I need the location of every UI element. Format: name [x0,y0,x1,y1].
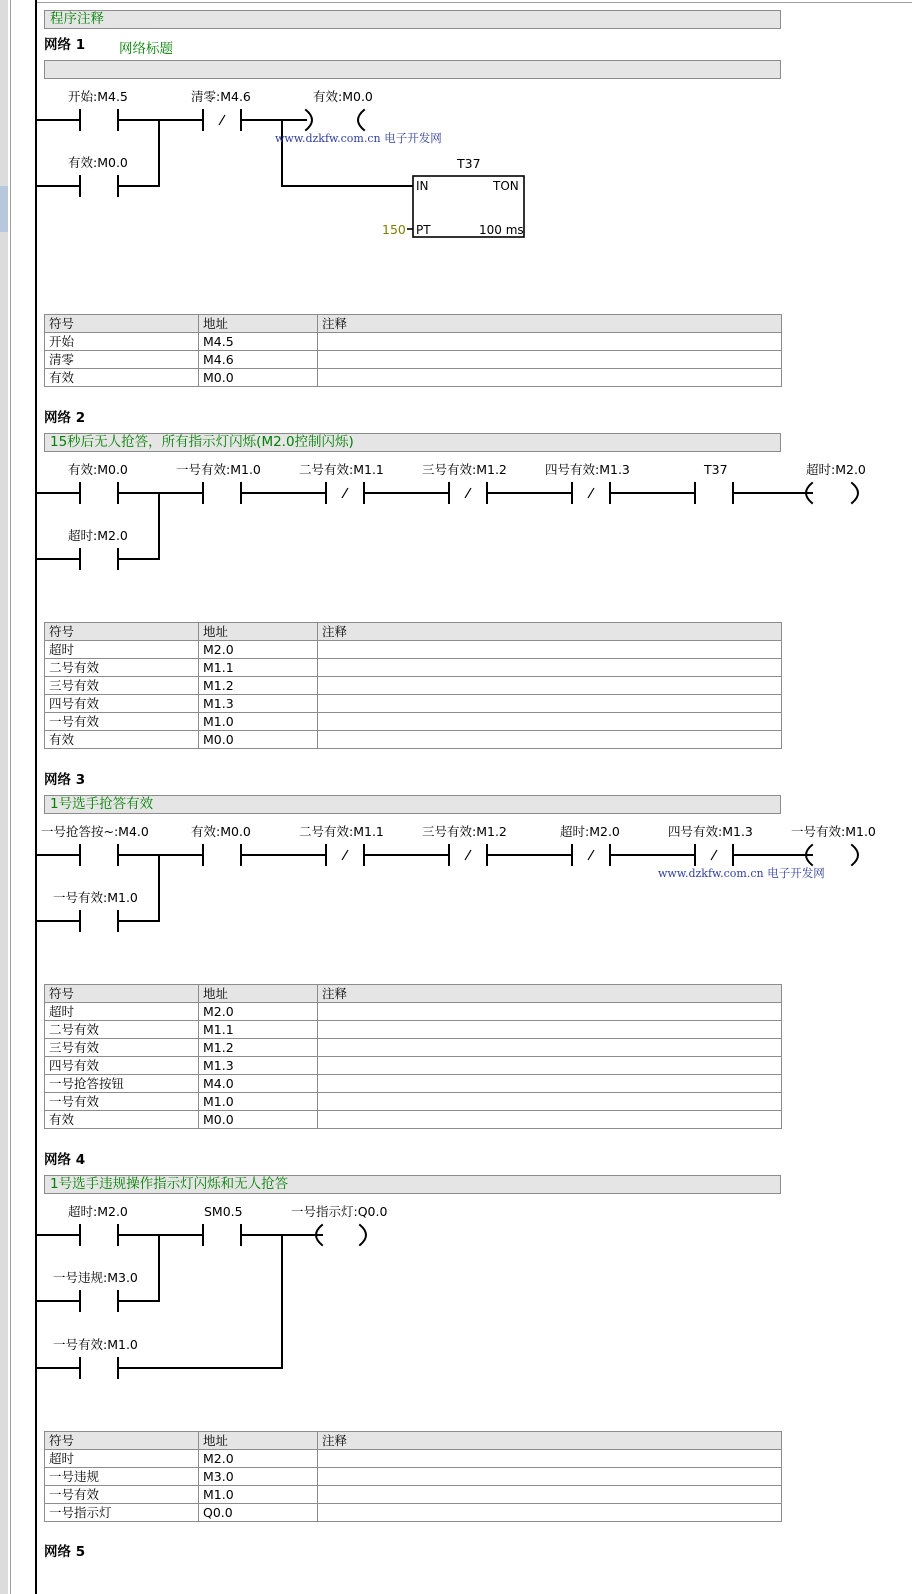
col-comment: 注释 [318,623,782,641]
col-symbol: 符号 [45,623,199,641]
symbol-cell: 一号指示灯 [45,1504,199,1522]
table-row[interactable] [45,1039,782,1057]
table-row[interactable] [45,731,782,749]
symbol-cell: 二号有效 [45,659,199,677]
comment-cell [318,713,782,731]
timer-type: TON [493,179,519,193]
watermark-site: 电子开发网 [767,866,825,880]
comment-cell [318,1021,782,1039]
table-row[interactable] [45,1486,782,1504]
symbol-table-network-3 [44,984,782,1129]
symbol-table-network-4 [44,1431,782,1522]
address-cell: M0.0 [199,731,318,749]
col-comment: 注释 [318,315,782,333]
branch-label: 一号有效:M1.0 [53,1337,138,1352]
table-row[interactable] [45,1450,782,1468]
network-2-comment[interactable]: 15秒后无人抢答，所有指示灯闪烁(M2.0控制闪烁) [44,433,781,452]
watermark [275,131,442,146]
table-row[interactable] [45,1003,782,1021]
symbol-cell: 清零 [45,351,199,369]
contact-label: SM0.5 [204,1204,243,1219]
watermark-site: 电子开发网 [384,131,442,145]
address-cell: M1.0 [199,713,318,731]
comment-cell [318,1039,782,1057]
symbol-cell: 一号有效 [45,713,199,731]
contact-label: 有效:M0.0 [68,462,128,477]
table-row[interactable] [45,1093,782,1111]
coil-label: 一号指示灯:Q0.0 [291,1204,388,1219]
symbol-cell: 一号抢答按钮 [45,1075,199,1093]
timer-in-label: IN [416,179,429,193]
symbol-cell: 四号有效 [45,695,199,713]
network-4-header[interactable]: 网络 4 [44,1152,86,1168]
address-cell: M1.2 [199,1039,318,1057]
contact-label: T37 [704,462,728,477]
network-3-comment[interactable]: 1号选手抢答有效 [44,795,781,814]
branch-label: 一号违规:M3.0 [53,1270,138,1285]
comment-cell [318,1504,782,1522]
address-cell: M1.0 [199,1093,318,1111]
comment-cell [318,695,782,713]
timer-pt-value: 150 [382,222,406,237]
comment-cell [318,1450,782,1468]
comment-cell [318,1075,782,1093]
address-cell: M4.6 [199,351,318,369]
watermark-url: www.dzkfw.com.cn [275,132,381,145]
contact-label: 有效:M0.0 [191,824,251,839]
comment-cell [318,1057,782,1075]
contact-label-clear: 清零:M4.6 [191,89,251,104]
watermark-url: www.dzkfw.com.cn [658,867,764,880]
symbol-cell: 开始 [45,333,199,351]
coil-label-valid: 有效:M0.0 [313,89,373,104]
symbol-cell: 四号有效 [45,1057,199,1075]
table-row[interactable] [45,677,782,695]
table-row[interactable] [45,1057,782,1075]
address-cell: M3.0 [199,1468,318,1486]
contact-label-valid: 有效:M0.0 [68,155,128,170]
comment-cell [318,1486,782,1504]
table-row[interactable] [45,1111,782,1129]
comment-cell [318,351,782,369]
symbol-cell: 三号有效 [45,677,199,695]
address-cell: M1.3 [199,1057,318,1075]
table-row[interactable] [45,1075,782,1093]
comment-cell [318,1111,782,1129]
comment-cell [318,677,782,695]
symbol-cell: 一号违规 [45,1468,199,1486]
symbol-table-network-1 [44,314,782,387]
table-row[interactable] [45,695,782,713]
comment-cell [318,1093,782,1111]
comment-cell [318,333,782,351]
address-cell: M1.0 [199,1486,318,1504]
address-cell: M1.3 [199,695,318,713]
network-5-header[interactable]: 网络 5 [44,1544,86,1560]
comment-cell [318,659,782,677]
table-row[interactable] [45,1504,782,1522]
contact-label-start: 开始:M4.5 [68,89,128,104]
comment-cell [318,1003,782,1021]
symbol-cell: 有效 [45,1111,199,1129]
col-address: 地址 [199,315,318,333]
contact-label: 超时:M2.0 [68,1204,128,1219]
table-row[interactable] [45,351,782,369]
comment-cell [318,731,782,749]
col-address: 地址 [199,623,318,641]
comment-cell [318,641,782,659]
symbol-cell: 一号有效 [45,1093,199,1111]
col-symbol: 符号 [45,1432,199,1450]
symbol-cell: 有效 [45,731,199,749]
network-1-comment[interactable] [44,60,781,79]
contact-label: 二号有效:M1.1 [299,824,384,839]
coil-label: 一号有效:M1.0 [791,824,876,839]
contact-label: 一号有效:M1.0 [176,462,261,477]
address-cell: M1.1 [199,659,318,677]
coil-label: 超时:M2.0 [806,462,866,477]
address-cell: M4.0 [199,1075,318,1093]
contact-label: 四号有效:M1.3 [545,462,630,477]
col-comment: 注释 [318,1432,782,1450]
branch-label: 一号有效:M1.0 [53,890,138,905]
table-row[interactable] [45,641,782,659]
symbol-table-network-2 [44,622,782,749]
comment-cell [318,1468,782,1486]
network-1-header[interactable]: 网络 1 [44,37,86,53]
address-cell: M2.0 [199,1450,318,1468]
address-cell: M0.0 [199,1111,318,1129]
address-cell: M1.1 [199,1021,318,1039]
col-comment: 注释 [318,985,782,1003]
col-symbol: 符号 [45,315,199,333]
address-cell: Q0.0 [199,1504,318,1522]
symbol-cell: 一号有效 [45,1486,199,1504]
table-row[interactable] [45,1468,782,1486]
branch-label: 超时:M2.0 [68,528,128,543]
contact-label: 四号有效:M1.3 [668,824,753,839]
symbol-cell: 超时 [45,1450,199,1468]
network-4-comment[interactable]: 1号选手违规操作指示灯闪烁和无人抢答 [44,1175,781,1194]
address-cell: M0.0 [199,369,318,387]
symbol-cell: 超时 [45,1003,199,1021]
symbol-cell: 有效 [45,369,199,387]
symbol-cell: 超时 [45,641,199,659]
network-3-header[interactable]: 网络 3 [44,772,86,788]
table-row[interactable] [45,369,782,387]
table-row[interactable] [45,659,782,677]
table-row[interactable] [45,713,782,731]
timer-resolution: 100 ms [479,223,524,237]
address-cell: M2.0 [199,641,318,659]
contact-label: 二号有效:M1.1 [299,462,384,477]
table-row[interactable] [45,333,782,351]
address-cell: M4.5 [199,333,318,351]
col-address: 地址 [199,985,318,1003]
address-cell: M2.0 [199,1003,318,1021]
contact-label: 三号有效:M1.2 [422,462,507,477]
watermark [658,866,825,881]
program-comment[interactable]: 程序注释 [44,10,781,29]
col-address: 地址 [199,1432,318,1450]
table-row[interactable] [45,1021,782,1039]
timer-name: T37 [457,156,481,171]
contact-label: 一号抢答按~:M4.0 [41,824,149,839]
comment-cell [318,369,782,387]
network-1-title[interactable]: 网络标题 [119,41,173,57]
contact-label: 超时:M2.0 [560,824,620,839]
address-cell: M1.2 [199,677,318,695]
timer-pt-label: PT [416,223,431,237]
contact-label: 三号有效:M1.2 [422,824,507,839]
network-2-header[interactable]: 网络 2 [44,410,86,426]
col-symbol: 符号 [45,985,199,1003]
symbol-cell: 三号有效 [45,1039,199,1057]
symbol-cell: 二号有效 [45,1021,199,1039]
